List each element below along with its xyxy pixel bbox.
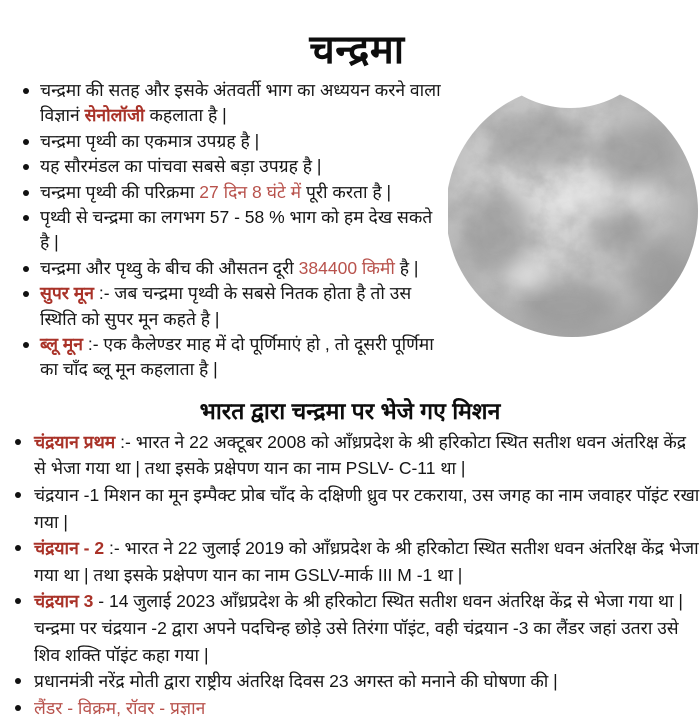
list-item [14,535,700,588]
body-text: चन्द्रमा पृथ्वी की परिक्रमा [40,181,200,202]
moon-facts-list [14,78,700,383]
list-item [14,256,700,281]
list-item [14,668,700,695]
list-item [14,129,700,154]
list-item [14,332,700,383]
missions-list [14,429,700,721]
list-item [14,482,700,535]
highlighted-text: सुपर मून [40,283,94,304]
list-item [14,78,700,129]
body-text: :- भारत ने 22 जुलाई 2019 को आँध्रप्रदेश के श्री हरिकोटा स्थित सतीश धवन अंतरिक्ष केंद्र भेजा गया था | तथा इसके प्रक्षेपण यान का नाम GSLV-मार्क III M -1 था | [34,538,699,585]
body-text: चन्द्रमा की सतह और इसके अंतवर्ती भाग का अध्ययन करने वाला विज्ञानं [40,80,441,126]
list-item [14,180,700,205]
page-title: चन्द्रमा [309,28,405,72]
highlighted-text: 384400 किमी [298,257,395,278]
moon-facts-section [14,78,700,383]
list-item [14,588,700,668]
highlighted-text: सेनोलॉजी [84,105,145,126]
list-item [14,205,700,256]
body-text: :- भारत ने 22 अक्टूबर 2008 को आँध्रप्रदेश के श्री हरिकोटा स्थित सतीश धवन अंतरिक्ष केंद्र से भेजा गया था | तथा इसके प्रक्षेपण यान का नाम PSLV- C-11 था | [34,431,687,479]
body-text: यह सौरमंडल का पांचवा सबसे बड़ा उपग्रह है | [40,156,322,177]
body-text: पृथ्वी से चन्द्रमा का लगभग 57 - 58 % भाग को हम देख सकते है | [40,207,433,253]
list-item [14,429,700,482]
body-text: पूरी करता है | [301,181,392,202]
body-text: है | [394,257,419,278]
body-text: :- जब चन्द्रमा पृथ्वी के सबसे नितक होता है तो उस स्थिति को सुपर मून कहते है | [40,283,412,329]
highlighted-text: चंद्रयान प्रथम [34,431,116,452]
body-text: :- एक कैलेण्डर माह में दो पूर्णिमाएं हो , तो दूसरी पूर्णिमा का चाँद ब्लू मून कहलाता है | [40,334,434,380]
body-text: चन्द्रमा और पृथ्वु के बीच की औसतन दूरी [40,257,299,278]
list-item [14,154,700,179]
missions-heading: भारत द्वारा चन्द्रमा पर भेजे गए मिशन [199,397,501,424]
body-text: - 14 जुलाई 2023 आँध्रप्रदेश के श्री हरिकोटा स्थित सतीश धवन अंतरिक्ष केंद्र से भेजा गया था | चन्द्रमा पर चंद्रयान -2 द्वारा अपने पदचिन्ह छोड़े उसे तिरंगा पॉइंट, वही चंद्रयान -3 का लैंडर जहां उतरा उसे शिव शक्ति पॉइंट कहा गया | [34,591,683,665]
body-text: चंद्रयान -1 मिशन का मून इम्पैक्ट प्रोब चाँद के दक्षिणी ध्रुव पर टकराया, उस जगह का नाम जवाहर पॉइंट रखा गया | [34,485,700,532]
list-item [14,281,700,332]
list-item [14,695,700,721]
body-text: प्रधानमंत्री नरेंद्र मोती द्वारा राष्ट्रीय अंतरिक्ष दिवस 23 अगस्त को मनाने की घोषणा की | [34,671,558,692]
body-text: कहलाता है | [144,105,227,126]
highlighted-text: चंद्रयान - 2 [34,538,105,559]
highlighted-text: चंद्रयान 3 [34,591,94,612]
highlighted-text: लैंडर - विक्रम, रॉवर - प्रज्ञान [34,697,206,718]
highlighted-text: 27 दिन 8 घंटे में [199,181,302,202]
highlighted-text: ब्लू मून [40,334,83,355]
body-text: चन्द्रमा पृथ्वी का एकमात्र उपग्रह है | [40,130,260,151]
